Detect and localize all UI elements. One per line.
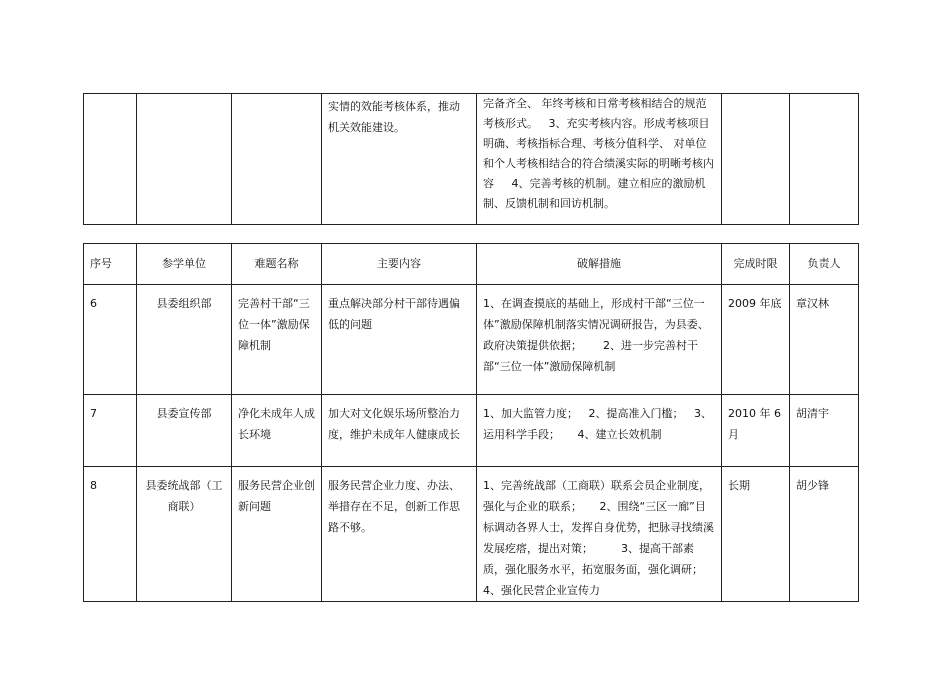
cell-content: 实情的效能考核体系，推动机关效能建设。: [322, 94, 477, 225]
continuation-table: [83, 93, 859, 225]
cell-measures: 1、在调查摸底的基础上，形成村干部“三位一体”激励保障机制落实情况调研报告，为县委、政府决策提供依据； 2、进一步完善村干部“三位一体”激励保障机制: [477, 285, 722, 395]
cell-measures: 1、完善统战部（工商联）联系会员企业制度，强化与企业的联系； 2、围绕“三区一廊”目标调动各界人士，发挥自身优势，把脉寻找绩溪发展疙瘩，提出对策； 3、提高干部素质，强化服务水平，拓宽服务面，强化调研； 4、强化民营企业宣传力: [477, 467, 722, 602]
cell-no: [84, 94, 137, 225]
cell-owner: 胡清宇: [790, 395, 859, 467]
header-deadline: 完成时限: [722, 244, 790, 285]
cell-unit: 县委宣传部: [137, 395, 232, 467]
cell-no: 8: [84, 467, 137, 602]
table-row: [84, 285, 859, 395]
cell-problem: [232, 94, 322, 225]
table-row: [84, 467, 859, 602]
cell-unit: 县委组织部: [137, 285, 232, 395]
header-owner: 负责人: [790, 244, 859, 285]
table-header-row: [84, 244, 859, 285]
cell-owner: 章汉林: [790, 285, 859, 395]
cell-content: 加大对文化娱乐场所整治力度，维护未成年人健康成长: [322, 395, 477, 467]
table-row: [84, 395, 859, 467]
cell-owner: 胡少锋: [790, 467, 859, 602]
cell-content: 服务民营企业力度、办法、举措存在不足，创新工作思路不够。: [322, 467, 477, 602]
cell-problem: 服务民营企业创新问题: [232, 467, 322, 602]
cell-no: 6: [84, 285, 137, 395]
cell-deadline: 2009 年底: [722, 285, 790, 395]
header-problem: 难题名称: [232, 244, 322, 285]
cell-deadline: 2010 年 6 月: [722, 395, 790, 467]
table-row: [84, 94, 859, 225]
cell-owner: [790, 94, 859, 225]
cell-no: 7: [84, 395, 137, 467]
cell-unit: [137, 94, 232, 225]
tasks-table: [83, 243, 859, 602]
cell-deadline: [722, 94, 790, 225]
header-no: 序号: [84, 244, 137, 285]
cell-problem: 完善村干部“三位一体”激励保障机制: [232, 285, 322, 395]
header-unit: 参学单位: [137, 244, 232, 285]
cell-measures: 1、加大监管力度； 2、提高准入门槛； 3、运用科学手段； 4、建立长效机制: [477, 395, 722, 467]
header-content: 主要内容: [322, 244, 477, 285]
header-measures: 破解措施: [477, 244, 722, 285]
cell-unit: 县委统战部（工商联）: [137, 467, 232, 602]
cell-measures: 完备齐全、 年终考核和日常考核相结合的规范考核形式。 3、充实考核内容。形成考核项目明确、考核指标合理、考核分值科学、 对单位和个人考核相结合的符合绩溪实际的明晰考核内容 4、完善考核的机制。建立相应的激励机制、反馈机制和回访机制。: [477, 94, 722, 225]
cell-content: 重点解决部分村干部待遇偏低的问题: [322, 285, 477, 395]
cell-problem: 净化未成年人成长环境: [232, 395, 322, 467]
cell-deadline: 长期: [722, 467, 790, 602]
